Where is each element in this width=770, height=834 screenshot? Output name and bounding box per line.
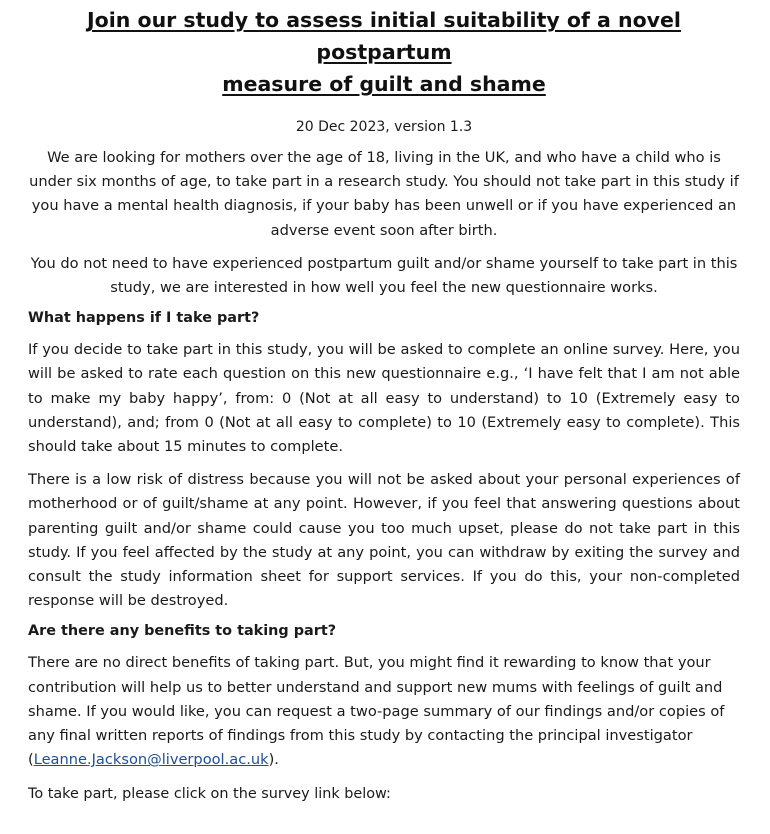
contact-email-link[interactable]: Leanne.Jackson@liverpool.ac.uk bbox=[33, 751, 269, 769]
section-1-paragraph-1: If you decide to take part in this study, you will be asked to complete an online survey. Here, you will be asked to rate each question on this new questionnaire e.g., ‘I have felt that I am not able to make my baby happy’, from: 0 (Not at all easy to understand) to 10 (Extremely easy to understand), and; from 0 (Not at all easy to complete) to 10 (Extremely easy to complete). This should take about 15 minutes to complete. bbox=[28, 341, 740, 456]
intro-paragraph-2: You do not need to have experienced postpartum guilt and/or shame yourself to take part in this study, we are interested in how well you feel the new questionnaire works. bbox=[30, 254, 738, 297]
date-version: 20 Dec 2023, version 1.3 bbox=[295, 119, 473, 135]
section-2-text-after-link: ). bbox=[268, 751, 279, 769]
call-to-action: To take part, please click on the survey link below: bbox=[28, 786, 391, 803]
title-line-2: measure of guilt and shame bbox=[222, 72, 546, 96]
section-2-paragraph bbox=[28, 651, 740, 772]
section-1-paragraph-2: There is a low risk of distress because you will not be asked about your personal experiences of motherhood or of guilt/shame at any point. However, if you feel that answering questions about parenting guilt and/or shame could cause you too much upset, please do not take part in this study. If you feel affected by the study at any point, you can withdraw by exiting the survey and consult the study information sheet for support services. If you do this, your non-completed response will be destroyed. bbox=[28, 471, 740, 610]
document-title bbox=[28, 4, 740, 100]
section-2-text-before-link: There are no direct benefits of taking part. But, you might find it rewarding to know that your contribution will help us to better understand and support new mums with feelings of guilt and shame. If you would like, you can request a two-page summary of our findings and/or copies of any final written reports of findings from this study by contacting the principal investigator ( bbox=[28, 654, 725, 769]
intro-paragraph-1: We are looking for mothers over the age of 18, living in the UK, and who have a child who is under six months of age, to take part in a research study. You should not take part in this study if you have a mental health diagnosis, if your baby has been unwell or if you have experienced an adverse event soon after birth. bbox=[29, 149, 739, 239]
section-heading-what-happens: What happens if I take part? bbox=[28, 310, 260, 327]
section-heading-benefits: Are there any benefits to taking part? bbox=[28, 623, 337, 640]
title-line-1: Join our study to assess initial suitability of a novel postpartum bbox=[87, 8, 681, 64]
